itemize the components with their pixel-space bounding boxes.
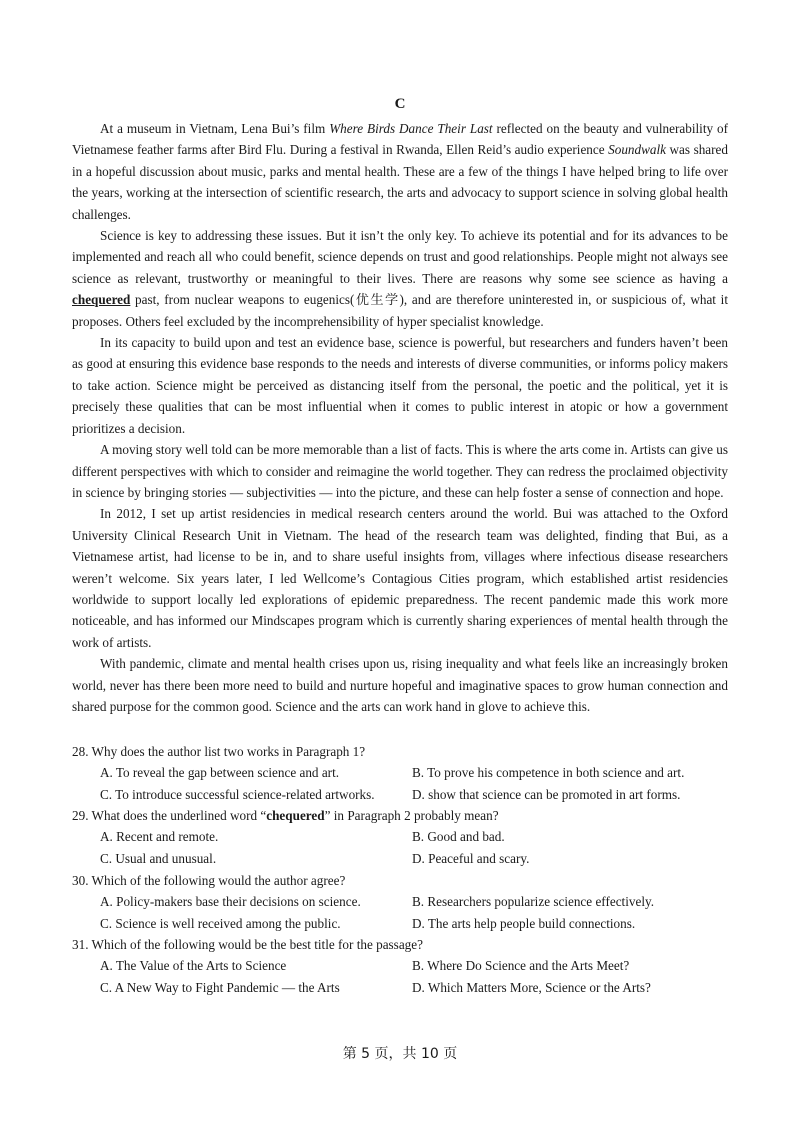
- paragraph-3: In its capacity to build upon and test an evidence base, science is powerful, but researchers and funders haven’t been as good at ensuring this evidence base responds to the needs and interests of diverse communities, or informs policy makers to take action. Science might be perceived as distancing itself from the personal, the poetic and the political, yet it is precisely these qualities that can be most influential when it comes to public interest in atopic or how a government prioritizes a decision.: [72, 335, 728, 436]
- page-footer: 第 5 页，共 10 页: [342, 1046, 458, 1062]
- stem-pre: 29. What does the underlined word “: [72, 808, 267, 823]
- p1-text-3: was shared in a hopeful discussion about music, parks and mental health. These are a few of the things I have helped bring to life over the years, working at the intersection of scientific research, the arts and advocacy to support science in solving global health challenges.: [72, 142, 728, 222]
- paragraph-4: A moving story well told can be more memorable than a list of facts. This is where the arts come in. Artists can give us different perspectives with which to consider and reimagine the world together. They can redress the proclaimed objectivity in science by bringing stories — subjectivities — into the picture, and these can help foster a sense of connection and hope.: [72, 442, 728, 500]
- option-a[interactable]: A. Policy-makers base their decisions on science.: [100, 894, 361, 910]
- option-d[interactable]: D. Peaceful and scary.: [412, 850, 530, 866]
- stem-keyword: chequered: [266, 808, 325, 823]
- option-d[interactable]: D. show that science can be promoted in art forms.: [412, 786, 681, 802]
- question-stem: 30. Which of the following would the author agree?: [72, 873, 346, 888]
- question-stem: 28. Why does the author list two works in Paragraph 1?: [72, 744, 366, 759]
- option-d[interactable]: D. Which Matters More, Science or the Arts?: [412, 979, 651, 995]
- paragraph-5: In 2012, I set up artist residencies in medical research centers around the world. Bui was attached to the Oxford University Clinical Research Unit in Vietnam. The head of the research team was delighted, finding that Bui, as a Vietnamese artist, had license to be in, and to share useful insights from, villages where infectious disease researchers weren’t welcome. Six years later, I led Wellcome’s Contagious Cities program, which established artist residencies worldwide to support locally led explorations of epidemic preparedness. The recent pandemic made this work more noticeable, and has informed our Mindscapes program which is currently sharing experiences of mental health through the work of artists.: [72, 506, 728, 650]
- paragraph-2: [72, 225, 728, 332]
- option-b[interactable]: B. To prove his competence in both science and art.: [412, 765, 685, 781]
- film-title: Where Birds Dance Their Last: [329, 121, 493, 136]
- p2-text-2: past, from nuclear weapons to eugenics(优生学), and are therefore uninterested in, or suspicious of, what it proposes. Others feel excluded by the incomprehensibility of hyper specialist knowledge.: [72, 292, 728, 329]
- option-c[interactable]: C. Usual and unusual.: [100, 850, 217, 866]
- audio-title: Soundwalk: [608, 142, 667, 158]
- option-b[interactable]: B. Where Do Science and the Arts Meet?: [412, 958, 630, 974]
- underlined-keyword: chequered: [72, 292, 131, 308]
- option-b[interactable]: B. Good and bad.: [412, 829, 505, 845]
- paragraph-1: [72, 118, 728, 225]
- question-29: [72, 805, 728, 869]
- question-31: [72, 934, 728, 998]
- question-stem: [72, 805, 728, 826]
- stem-post: ” in Paragraph 2 probably mean?: [324, 808, 499, 823]
- question-30: [72, 870, 728, 934]
- reading-passage: [72, 118, 728, 717]
- section-title: C: [394, 96, 406, 112]
- option-b[interactable]: B. Researchers popularize science effectively.: [412, 894, 655, 910]
- option-c[interactable]: C. To introduce successful science-related artworks.: [100, 786, 375, 802]
- p2-text-1: Science is key to addressing these issues. But it isn’t the only key. To achieve its potential and for its advances to be implemented and reach all who could benefit, science depends on trust and good relationships. People might not always see science as relevant, trustworthy or meaningful to their lives. There are reasons why some see science as having a: [72, 228, 728, 286]
- option-d[interactable]: D. The arts help people build connections.: [412, 915, 636, 931]
- p1-text-2: reflected on the beauty and vulnerability of Vietnamese feather farms after Bird Flu. During a festival in Rwanda, Ellen Reid’s audio experience: [72, 121, 728, 158]
- option-a[interactable]: A. To reveal the gap between science and art.: [100, 765, 340, 781]
- option-c[interactable]: C. Science is well received among the public.: [100, 915, 341, 931]
- question-28: [72, 741, 728, 805]
- question-stem: 31. Which of the following would be the best title for the passage?: [72, 937, 423, 952]
- p1-text-1: At a museum in Vietnam, Lena Bui’s film: [100, 121, 330, 136]
- option-a[interactable]: A. Recent and remote.: [100, 829, 219, 845]
- paragraph-6: With pandemic, climate and mental health crises upon us, rising inequality and what feels like an increasingly broken world, never has there been more need to build and nurture hopeful and imaginative spaces to grow human connection and shared purpose for the common good. Science and the arts can work hand in glove to achieve this.: [72, 656, 728, 714]
- option-c[interactable]: C. A New Way to Fight Pandemic — the Arts: [100, 979, 340, 995]
- option-a[interactable]: A. The Value of the Arts to Science: [100, 958, 287, 974]
